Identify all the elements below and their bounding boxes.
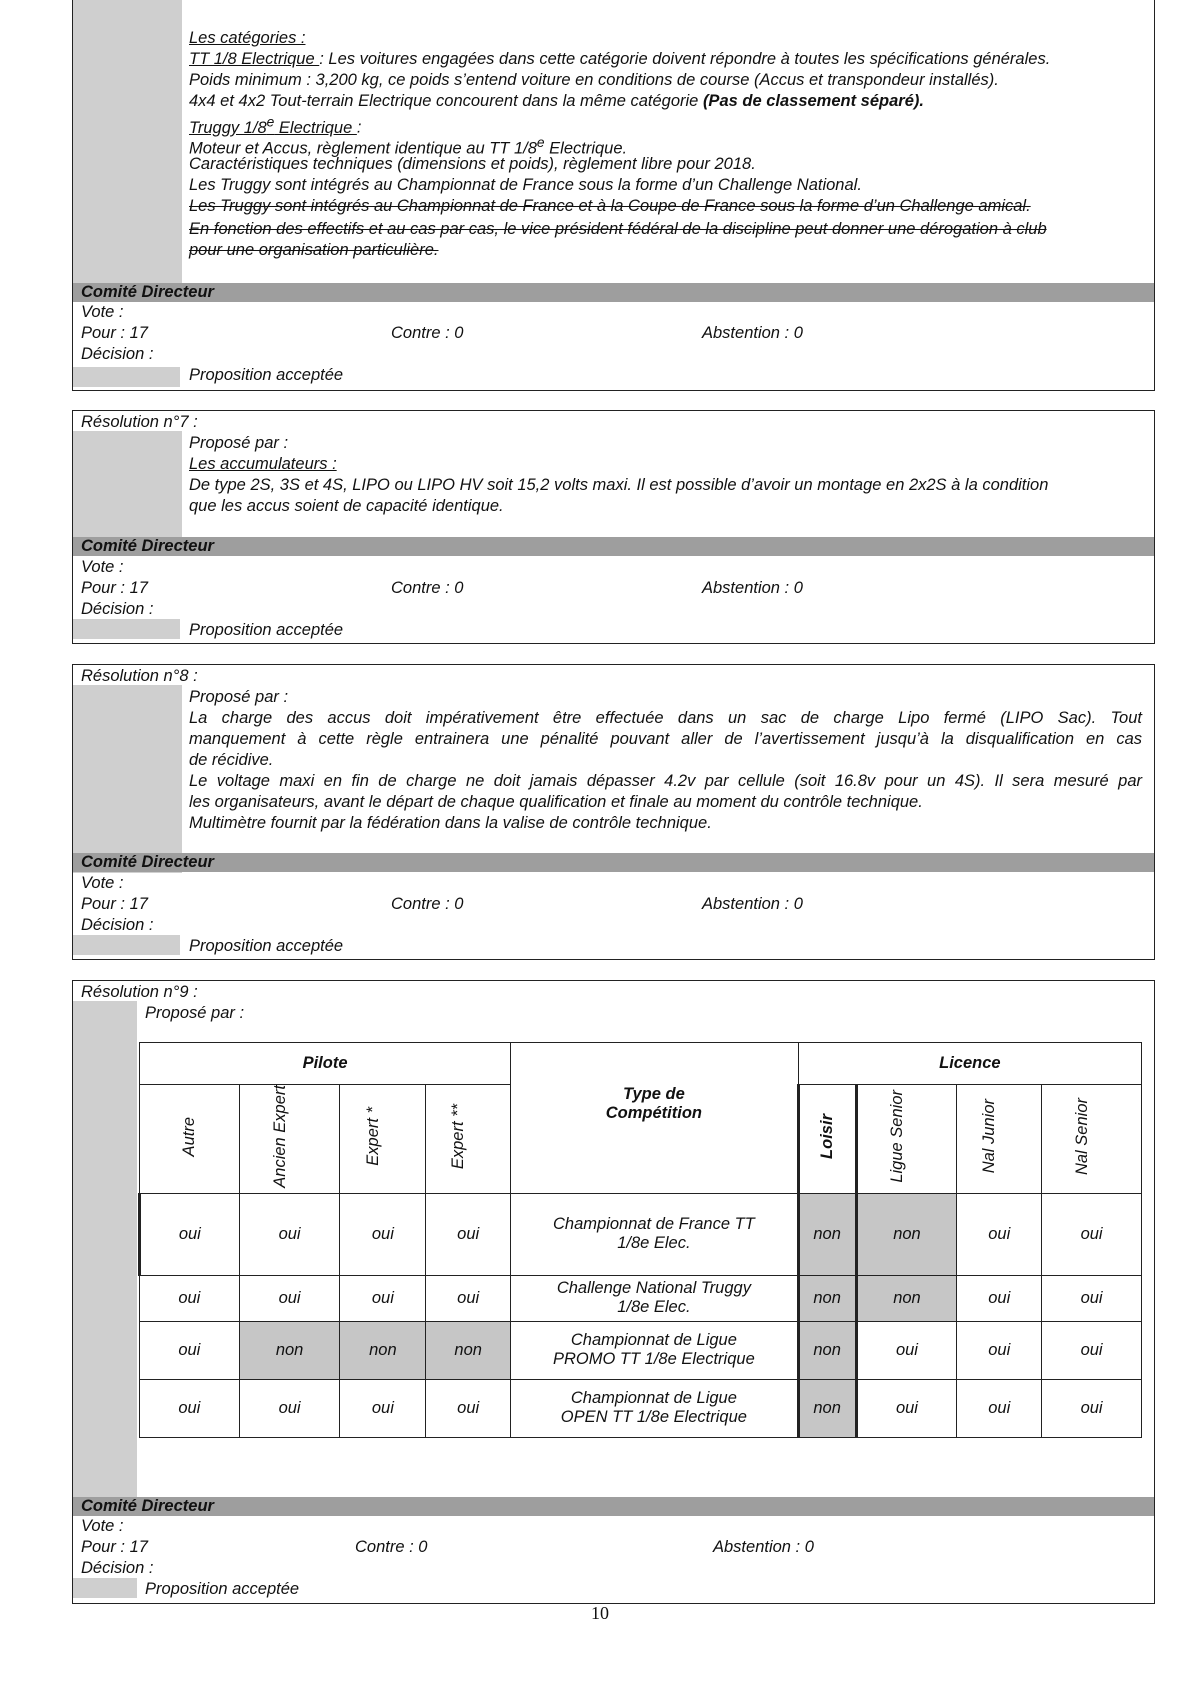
pilote-header: Pilote	[140, 1043, 511, 1085]
col-expert-1: Expert *	[340, 1085, 426, 1194]
charge-line-3: de récidive.	[189, 751, 274, 769]
decision-shade	[73, 935, 180, 955]
resolution-8	[72, 664, 1155, 960]
charge-line-5: les organisateurs, avant le départ de chaque qualification et finale au moment du contrôle technique.	[189, 793, 923, 811]
table-cell-ligue: oui	[856, 1321, 957, 1379]
col-expert-2: Expert **	[426, 1085, 511, 1194]
table-row	[140, 1193, 1142, 1275]
charge-line-6: Multimètre fournit par la fédération dans la valise de contrôle technique.	[189, 814, 712, 832]
table-cell-expert2: oui	[426, 1193, 511, 1275]
left-margin-shade	[73, 685, 182, 873]
type-competition-header: Type de Compétition	[511, 1043, 799, 1194]
charge-line-4: Le voltage maxi en fin de charge ne doit jamais dépasser 4.2v par cellule (soit 16.8v pour un 4S). Il sera mesuré par	[189, 772, 1142, 790]
comite-header: Comité Directeur	[73, 1497, 1154, 1516]
table-cell-ancien: oui	[239, 1193, 340, 1275]
table-cell-expert1: oui	[340, 1193, 426, 1275]
decision-result: Proposition acceptée	[189, 366, 344, 384]
vote-label: Vote :	[81, 558, 124, 576]
col-loisir: Loisir	[798, 1085, 856, 1194]
decision-shade	[73, 367, 180, 387]
table-cell-expert1: oui	[340, 1379, 426, 1437]
left-margin-shade	[73, 0, 182, 283]
struck-line-1: Les Truggy sont intégrés au Championnat de France et à la Coupe de France sous la forme d’un Challenge amical.	[189, 197, 1031, 215]
table-row	[140, 1379, 1142, 1437]
abstention-value: Abstention : 0	[713, 1538, 814, 1556]
table-cell-autre: oui	[140, 1275, 240, 1321]
vote-label: Vote :	[81, 874, 124, 892]
charge-line-1: La charge des accus doit impérativement être effectuée dans un sac de charge Lipo fermé (LIPO Sac). Tout	[189, 709, 1142, 727]
licence-header: Licence	[798, 1043, 1141, 1085]
table-cell-ancien: oui	[239, 1275, 340, 1321]
table-cell-ligue: oui	[856, 1379, 957, 1437]
pour-value: Pour : 17	[81, 895, 148, 913]
abstention-value: Abstention : 0	[702, 579, 803, 597]
col-ancien-expert: Ancien Expert	[239, 1085, 340, 1194]
decision-shade	[73, 619, 180, 639]
accu-line-2: que les accus soient de capacité identique.	[189, 497, 504, 515]
table-cell-expert1: oui	[340, 1275, 426, 1321]
block-categories	[72, 0, 1155, 391]
table-row	[140, 1321, 1142, 1379]
decision-shade	[73, 1578, 137, 1598]
4x4-line: 4x4 et 4x2 Tout-terrain Electrique concourent dans la même catégorie (Pas de classement séparé).	[189, 92, 924, 110]
comite-header: Comité Directeur	[73, 537, 1154, 556]
resolution-title: Résolution n°7 :	[81, 413, 198, 431]
table-cell-expert1: non	[340, 1321, 426, 1379]
resolution-title: Résolution n°8 :	[81, 667, 198, 685]
caracteristiques-line: Caractéristiques techniques (dimensions et poids), règlement libre pour 2018.	[189, 155, 756, 173]
categories-title: Les catégories :	[189, 29, 306, 47]
decision-label: Décision :	[81, 345, 154, 363]
struck-line-2: En fonction des effectifs et au cas par cas, le vice président fédéral de la discipline peut donner une dérogation à club	[189, 220, 1047, 238]
contre-value: Contre : 0	[355, 1538, 428, 1556]
propose-par: Proposé par :	[189, 434, 289, 452]
decision-label: Décision :	[81, 916, 154, 934]
table-cell-type: Championnat de France TT 1/8e Elec.	[511, 1193, 799, 1275]
vote-label: Vote :	[81, 1517, 124, 1535]
licence-table	[138, 1042, 1142, 1438]
table-cell-ancien: oui	[239, 1379, 340, 1437]
table-cell-loisir: non	[798, 1379, 856, 1437]
table-cell-loisir: non	[798, 1275, 856, 1321]
table-cell-ancien: non	[239, 1321, 340, 1379]
accumulateurs-title: Les accumulateurs :	[189, 455, 337, 473]
col-autre: Autre	[140, 1085, 240, 1194]
contre-value: Contre : 0	[391, 324, 464, 342]
table-cell-nats: oui	[1042, 1193, 1142, 1275]
table-cell-natj: oui	[957, 1193, 1042, 1275]
col-nal-junior: Nal Junior	[957, 1085, 1042, 1194]
table-row	[140, 1275, 1142, 1321]
propose-par: Proposé par :	[145, 1004, 245, 1022]
struck-line-3: pour une organisation particulière.	[189, 241, 439, 259]
charge-line-2: manquement à cette règle entrainera une pénalité pouvant aller de l’avertissement jusqu’à la disqualification en cas	[189, 730, 1142, 748]
page-number: 10	[591, 1603, 609, 1623]
resolution-title: Résolution n°9 :	[81, 983, 198, 1001]
table-cell-autre: oui	[140, 1379, 240, 1437]
moteur-line: Moteur et Accus, règlement identique au TT 1/8e Electrique.	[189, 135, 628, 158]
left-margin-shade	[73, 1001, 137, 1516]
decision-label: Décision :	[81, 1559, 154, 1577]
table-cell-nats: oui	[1042, 1379, 1142, 1437]
table-cell-autre: oui	[140, 1193, 240, 1275]
decision-label: Décision :	[81, 600, 154, 618]
abstention-value: Abstention : 0	[702, 895, 803, 913]
table-cell-ligue: non	[856, 1193, 957, 1275]
poids-line: Poids minimum : 3,200 kg, ce poids s’entend voiture en conditions de course (Accus et transpondeur installés).	[189, 71, 999, 89]
table-cell-natj: oui	[957, 1321, 1042, 1379]
abstention-value: Abstention : 0	[702, 324, 803, 342]
table-cell-nats: oui	[1042, 1275, 1142, 1321]
truggy-integres-line: Les Truggy sont intégrés au Championnat de France sous la forme d’un Challenge National.	[189, 176, 862, 194]
table-cell-expert2: oui	[426, 1275, 511, 1321]
table-cell-type: Championnat de Ligue PROMO TT 1/8e Electrique	[511, 1321, 799, 1379]
table-cell-autre: oui	[140, 1321, 240, 1379]
decision-result: Proposition acceptée	[145, 1580, 300, 1598]
pour-value: Pour : 17	[81, 1538, 148, 1556]
table-cell-natj: oui	[957, 1275, 1042, 1321]
truggy-title: Truggy 1/8e Electrique :	[189, 114, 362, 137]
contre-value: Contre : 0	[391, 579, 464, 597]
decision-result: Proposition acceptée	[189, 621, 344, 639]
resolution-7	[72, 410, 1155, 644]
tt-line: TT 1/8 Electrique : Les voitures engagées dans cette catégorie doivent répondre à toutes les spécifications générales.	[189, 50, 1051, 68]
table-cell-loisir: non	[798, 1321, 856, 1379]
table-cell-ligue: non	[856, 1275, 957, 1321]
table-cell-nats: oui	[1042, 1321, 1142, 1379]
table-cell-expert2: non	[426, 1321, 511, 1379]
table-cell-type: Championnat de Ligue OPEN TT 1/8e Electrique	[511, 1379, 799, 1437]
table-cell-type: Challenge National Truggy 1/8e Elec.	[511, 1275, 799, 1321]
table-cell-natj: oui	[957, 1379, 1042, 1437]
comite-header: Comité Directeur	[73, 853, 1154, 872]
vote-label: Vote :	[81, 303, 124, 321]
pour-value: Pour : 17	[81, 579, 148, 597]
propose-par: Proposé par :	[189, 688, 289, 706]
accu-line-1: De type 2S, 3S et 4S, LIPO ou LIPO HV soit 15,2 volts maxi. Il est possible d’avoir un montage en 2x2S à la condition	[189, 476, 1049, 494]
table-cell-loisir: non	[798, 1193, 856, 1275]
pour-value: Pour : 17	[81, 324, 148, 342]
col-ligue-senior: Ligue Senior	[856, 1085, 957, 1194]
col-nal-senior: Nal Senior	[1042, 1085, 1142, 1194]
decision-result: Proposition acceptée	[189, 937, 344, 955]
comite-header: Comité Directeur	[73, 283, 1154, 302]
contre-value: Contre : 0	[391, 895, 464, 913]
table-cell-expert2: oui	[426, 1379, 511, 1437]
